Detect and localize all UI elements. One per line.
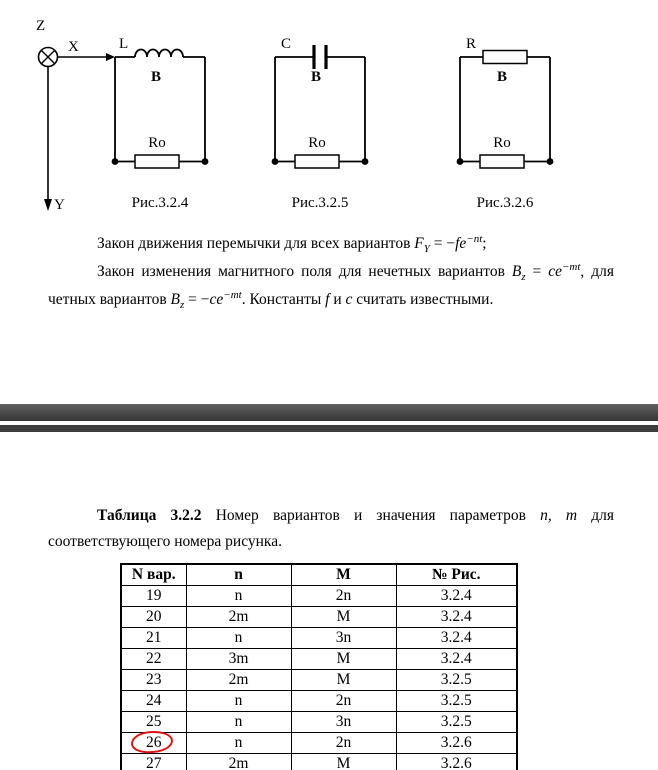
- component-label: L: [119, 36, 129, 52]
- table-row: [121, 670, 517, 691]
- formula-bz-even: $B_z = -ce^{-mt}$: [170, 288, 242, 312]
- table-cell: n: [186, 733, 291, 754]
- junction-dot: [362, 158, 369, 165]
- table-cell: 3.2.5: [396, 712, 517, 733]
- resistor-label: Ro: [148, 135, 166, 151]
- table-cell: 3.2.4: [396, 607, 517, 628]
- resistor-symbol: [483, 51, 527, 64]
- table-cell: n: [186, 712, 291, 733]
- circuit-figures: [0, 0, 658, 220]
- resistor-ro-symbol: [135, 155, 179, 168]
- table-cell: 2n: [291, 733, 396, 754]
- junction-dot: [547, 158, 554, 165]
- formula-fy: $F_Y = -fe^{-nt}$;: [414, 232, 487, 256]
- table-cell: n: [186, 628, 291, 649]
- table-cell: 3.2.6: [396, 733, 517, 754]
- table-cell: 21: [121, 628, 186, 649]
- junction-dot: [457, 158, 464, 165]
- table-cell: 2m: [186, 607, 291, 628]
- table-cell: 2n: [291, 691, 396, 712]
- table-row: [121, 649, 517, 670]
- junction-dot: [202, 158, 209, 165]
- table-cell: 25: [121, 712, 186, 733]
- field-label: B: [496, 69, 508, 85]
- table-cell: 19: [121, 586, 186, 607]
- inductor-symbol: [135, 50, 183, 57]
- y-axis-label: Y: [54, 197, 65, 213]
- figure-caption: Рис.3.2.6: [476, 195, 534, 211]
- params-nm: n, m: [540, 507, 578, 524]
- table-row: [121, 691, 517, 712]
- page-break-band-bottom: [0, 425, 658, 432]
- p2-text-2: , для четных вариантов: [48, 263, 614, 308]
- table-cell: 22: [121, 649, 186, 670]
- figure-caption: Рис.3.2.5: [291, 195, 349, 211]
- table-cell: 2m: [186, 754, 291, 770]
- col-header-m: M: [291, 564, 396, 586]
- table-cell: 2n: [291, 586, 396, 607]
- p2-text-4: считать известными.: [352, 291, 494, 308]
- junction-dot: [112, 158, 119, 165]
- table-cell: n: [186, 691, 291, 712]
- p2-text-1: Закон изменения магнитного поля для нечетных вариантов: [97, 263, 512, 280]
- table-cell: 3n: [291, 712, 396, 733]
- x-axis-arrow: [58, 53, 115, 61]
- component-label: C: [281, 36, 292, 52]
- table-cell: 3m: [186, 649, 291, 670]
- table-cell: 27: [121, 754, 186, 770]
- p1-text: Закон движения перемычки для всех вариантов: [97, 235, 415, 252]
- table-cell: 3n: [291, 628, 396, 649]
- table-cell: M: [291, 649, 396, 670]
- table-cell-circled: 26: [121, 733, 186, 754]
- table-row: [121, 628, 517, 649]
- component-label: R: [466, 36, 477, 52]
- circuit-diagram-resistor: [457, 36, 554, 211]
- table-cell: 3.2.5: [396, 670, 517, 691]
- table-caption: Таблица 3.2.2 Номер вариантов и значения параметров n, m для соответствующего номера рисунка.: [48, 507, 614, 550]
- table-row-circled: [121, 733, 517, 754]
- resistor-label: Ro: [308, 135, 326, 151]
- resistor-label: Ro: [493, 135, 511, 151]
- table-row: [121, 607, 517, 628]
- table-cell: 3.2.6: [396, 754, 517, 770]
- resistor-ro-symbol: [295, 155, 339, 168]
- junction-dot: [272, 158, 279, 165]
- field-law-paragraph: Закон изменения магнитного поля для нечетных вариантов $B_z = ce^{-mt}$, для четных вариантов $B_z = -ce^{-mt}$. Константы f и c считать известными.: [48, 260, 614, 312]
- z-axis-label: Z: [36, 18, 46, 34]
- col-header-variant: N вар.: [121, 564, 186, 586]
- table-row: [121, 754, 517, 770]
- table-cell: 3.2.5: [396, 691, 517, 712]
- col-header-n: n: [186, 564, 291, 586]
- const-f: f: [325, 291, 330, 308]
- table-cell: 3.2.4: [396, 649, 517, 670]
- table-cell: 24: [121, 691, 186, 712]
- const-c: c: [345, 291, 353, 308]
- p2-text-3: . Константы: [241, 291, 326, 308]
- page-break-band-top: [0, 404, 658, 421]
- table-cell: 23: [121, 670, 186, 691]
- resistor-ro-symbol: [480, 155, 524, 168]
- law-paragraphs: [48, 230, 614, 314]
- table-row: [121, 712, 517, 733]
- x-axis-label: X: [68, 39, 79, 55]
- table-number: Таблица 3.2.2: [97, 507, 202, 524]
- field-label: B: [310, 69, 322, 85]
- table-cell: M: [291, 607, 396, 628]
- table-cell: 20: [121, 607, 186, 628]
- coordinate-system: [36, 18, 115, 213]
- capacitor-symbol: [314, 45, 326, 69]
- formula-bz-odd: $B_z = ce^{-mt}$: [511, 260, 581, 284]
- variants-table: [120, 563, 518, 770]
- table-header-row: [121, 564, 517, 586]
- z-axis-into-page-icon: [39, 48, 58, 67]
- table-cell: 3.2.4: [396, 586, 517, 607]
- y-axis-arrow: [44, 67, 52, 211]
- col-header-figure: № Рис.: [396, 564, 517, 586]
- table-cell: M: [291, 670, 396, 691]
- table-row: [121, 586, 517, 607]
- figure-caption: Рис.3.2.4: [131, 195, 189, 211]
- table-cell: n: [186, 586, 291, 607]
- circuit-diagram-inductor: [112, 36, 209, 211]
- table-cell: M: [291, 754, 396, 770]
- table-cell: 3.2.4: [396, 628, 517, 649]
- table-cell: 2m: [186, 670, 291, 691]
- field-label: B: [150, 69, 162, 85]
- circuit-diagram-capacitor: [272, 36, 369, 211]
- motion-law-paragraph: [48, 230, 614, 258]
